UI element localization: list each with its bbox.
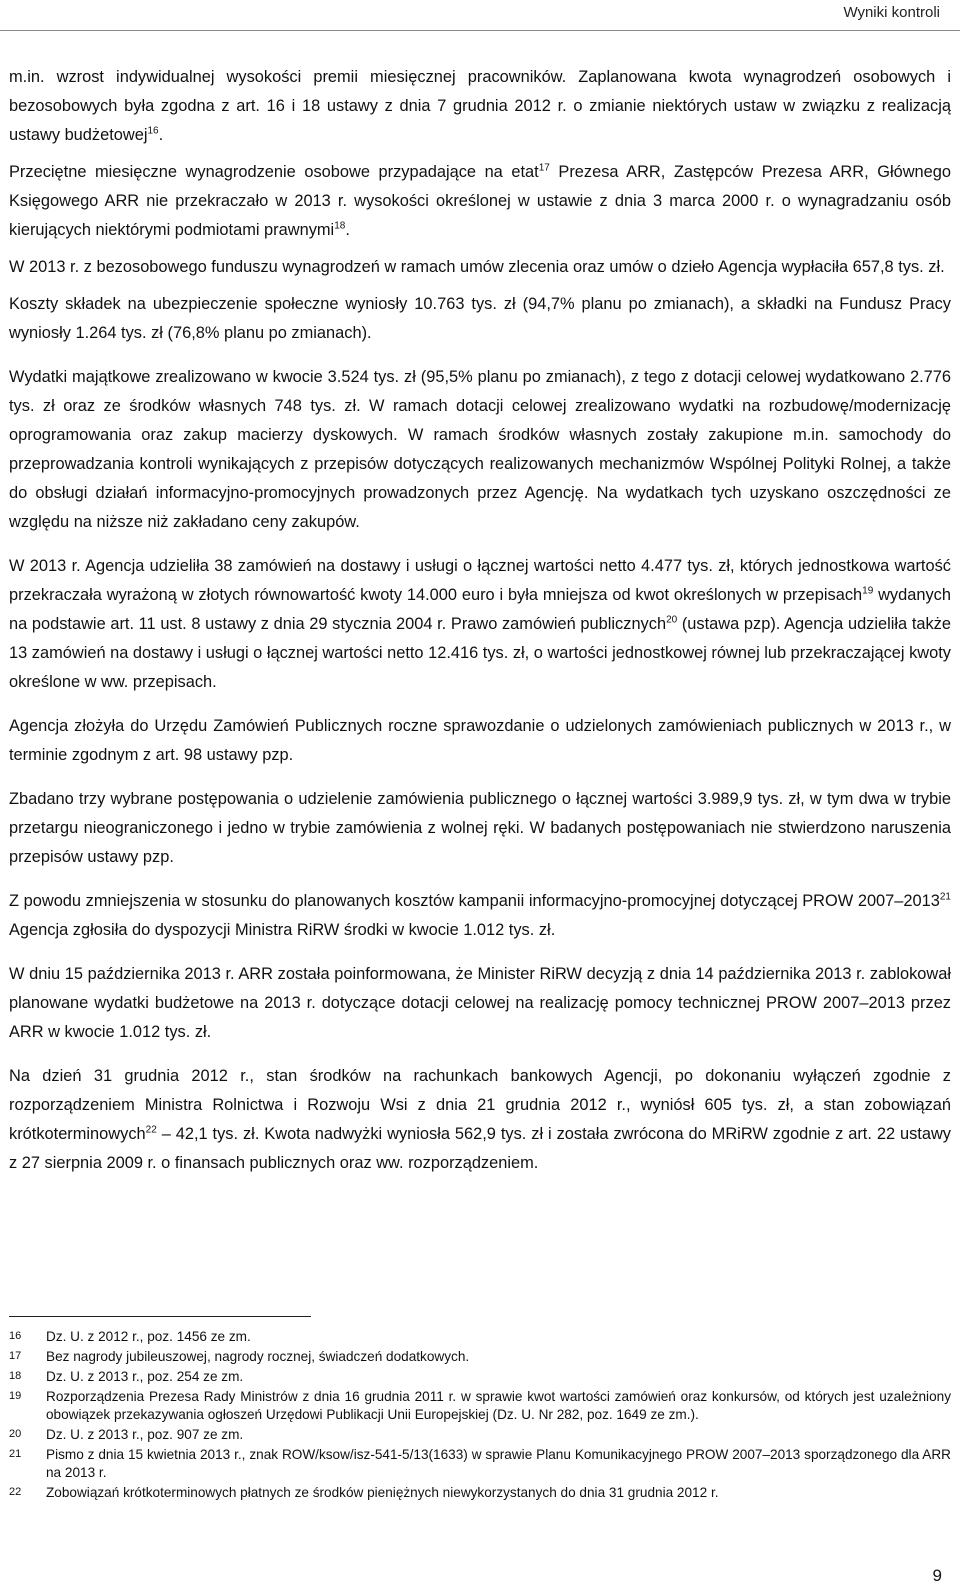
header-divider <box>0 30 960 31</box>
paragraph-stan-srodkow: Na dzień 31 grudnia 2012 r., stan środków na rachunkach bankowych Agencji, po dokonaniu wyłączeń zgodnie z rozporządzeniem Ministra Rolnictwa i Rozwoju Wsi z dnia 21 grudnia 2012 r., wyniósł 605 tys. zł, a stan zobowiązań krótkoterminowych$^{22}$ – 42,1 tys. zł. Kwota nadwyżki wyniosła 562,9 tys. zł i została zwrócona do MRiRW zgodnie z art. 22 ustawy z 27 sierpnia 2009 r. o finansach publicznych oraz ww. rozporządzeniem. <box>9 1067 951 1172</box>
footnote-21: 21 Pismo z dnia 15 kwietnia 2013 r., znak ROW/ksow/isz-541-5/13(1633) w sprawie Planu Komunikacyjnego PROW 2007–2013 sporządzonego dla ARR na 2013 r. <box>9 1447 951 1480</box>
header-title: Wyniki kontroli <box>843 4 940 21</box>
footnotes <box>9 1328 951 1504</box>
footnote-20: 20 Dz. U. z 2013 r., poz. 907 ze zm. <box>9 1427 244 1442</box>
footnote-separator <box>9 1316 311 1317</box>
footnote-ref-17[interactable]: 17 <box>538 162 550 174</box>
main-text <box>9 63 951 1193</box>
paragraph-kampania: Z powodu zmniejszenia w stosunku do planowanych kosztów kampanii informacyjno-promocyjnej dotyczącej PROW 2007–2013$^{21}$ Agencja zgłosiła do dyspozycji Ministra RiRW środki w kwocie 1.012 tys. zł. <box>9 891 951 939</box>
paragraph-bezosobowy: W 2013 r. z bezosobowego funduszu wynagrodzeń w ramach umów zlecenia oraz umów o dzieło Agencja wypłaciła 657,8 tys. zł. <box>9 258 945 276</box>
paragraph-sprawozdanie: Agencja złożyła do Urzędu Zamówień Publicznych roczne sprawozdanie o udzielonych zamówieniach publicznych w 2013 r., w terminie zgodnym z art. 98 ustawy pzp. <box>9 717 951 764</box>
footnote-ref-21[interactable]: 21 <box>939 891 951 903</box>
footnote-ref-22[interactable]: 22 <box>145 1124 157 1136</box>
footnote-17: 17 Bez nagrody jubileuszowej, nagrody rocznej, świadczeń dodatkowych. <box>9 1349 470 1364</box>
footnote-ref-18[interactable]: 18 <box>334 220 346 232</box>
paragraph-blokada: W dniu 15 października 2013 r. ARR została poinformowana, że Minister RiRW decyzją z dnia 14 października 2013 r. zablokował planowane wydatki budżetowe na 2013 r. dotyczące dotacji celowej na realizację pomocy technicznej PROW 2007–2013 przez ARR w kwocie 1.012 tys. zł. <box>9 965 951 1041</box>
footnote-ref-20[interactable]: 20 <box>666 614 678 626</box>
footnote-ref-19[interactable]: 19 <box>862 585 874 597</box>
paragraph-zamowienia: W 2013 r. Agencja udzieliła 38 zamówień na dostawy i usługi o łącznej wartości netto 4.477 tys. zł, których jednostkowa wartość przekraczała wyrażoną w złotych równowartość kwoty 14.000 euro i była mniejsza od kwot określonych w przepisach$^{19}$ wydanych na podstawie art. 11 ust. 8 ustawy z dnia 29 stycznia 2004 r. Prawo zamówień publicznych$^{20}$ (ustawa pzp). Agencja udzieliła także 13 zamówień na dostawy i usługi o łącznej wartości netto 12.416 tys. zł, o wartości jednostkowej równej lub przekraczającej kwoty określone w ww. przepisach. <box>9 557 952 691</box>
footnote-ref-16[interactable]: 16 <box>147 125 159 137</box>
paragraph-premii: m.in. wzrost indywidualnej wysokości premii miesięcznej pracowników. Zaplanowana kwota wynagrodzeń osobowych i bezosobowych była zgodna z art. 16 i 18 ustawy z dnia 7 grudnia 2012 r. o zmianie niektórych ustaw w związku z realizacją ustawy budżetowej$^{16}$. <box>9 68 951 144</box>
footnote-16: 16 Dz. U. z 2012 r., poz. 1456 ze zm. <box>9 1329 251 1344</box>
paragraph-skladki: Koszty składek na ubezpieczenie społeczne wyniosły 10.763 tys. zł (94,7% planu po zmianach), a składki na Fundusz Pracy wyniosły 1.264 tys. zł (76,8% planu po zmianach). <box>9 295 951 342</box>
footnote-22: 22 Zobowiązań krótkoterminowych płatnych ze środków pieniężnych niewykorzystanych do dnia 31 grudnia 2012 r. <box>9 1485 719 1500</box>
footnote-18: 18 Dz. U. z 2013 r., poz. 254 ze zm. <box>9 1369 244 1384</box>
paragraph-postepowania: Zbadano trzy wybrane postępowania o udzielenie zamówienia publicznego o łącznej wartości 3.989,9 tys. zł, w tym dwa w trybie przetargu nieograniczonego i jedno w trybie zamówienia z wolnej ręki. W badanych postępowaniach nie stwierdzono naruszenia przepisów ustawy pzp. <box>9 790 951 866</box>
paragraph-wynagrodzenie: Przeciętne miesięczne wynagrodzenie osobowe przypadające na etat$^{17}$ Prezesa ARR, Zastępców Prezesa ARR, Głównego Księgowego ARR nie przekraczało w 2013 r. wysokości określonej w ustawie z dnia 3 marca 2000 r. o wynagradzaniu osób kierujących niektórymi podmiotami prawnymi$^{18}$. <box>9 162 951 239</box>
page-number: 9 <box>932 1566 942 1585</box>
page-header <box>0 0 960 38</box>
paragraph-wydatki-majatkowe: Wydatki majątkowe zrealizowano w kwocie 3.524 tys. zł (95,5% planu po zmianach), z tego z dotacji celowej wydatkowano 2.776 tys. zł oraz ze środków własnych 748 tys. zł. W ramach dotacji celowej zrealizowano wydatki na rozbudowę/modernizację oprogramowania oraz zakup macierzy dyskowych. W ramach środków własnych zostały zakupione m.in. samochody do przeprowadzania kontroli wynikających z przepisów dotyczących realizowanych mechanizmów Wspólnej Polityki Rolnej, a także do obsługi działań informacyjno-promocyjnych prowadzonych przez Agencję. Na wydatkach tych uzyskano oszczędności ze względu na niższe niż zakładano ceny zakupów. <box>9 368 951 531</box>
footnote-19: 19 Rozporządzenia Prezesa Rady Ministrów z dnia 16 grudnia 2011 r. w sprawie kwot wartości zamówień oraz konkursów, od których jest uzależniony obowiązek przekazywania ogłoszeń Urzędowi Publikacji Unii Europejskiej (Dz. U. Nr 282, poz. 1649 ze zm.). <box>9 1389 951 1422</box>
